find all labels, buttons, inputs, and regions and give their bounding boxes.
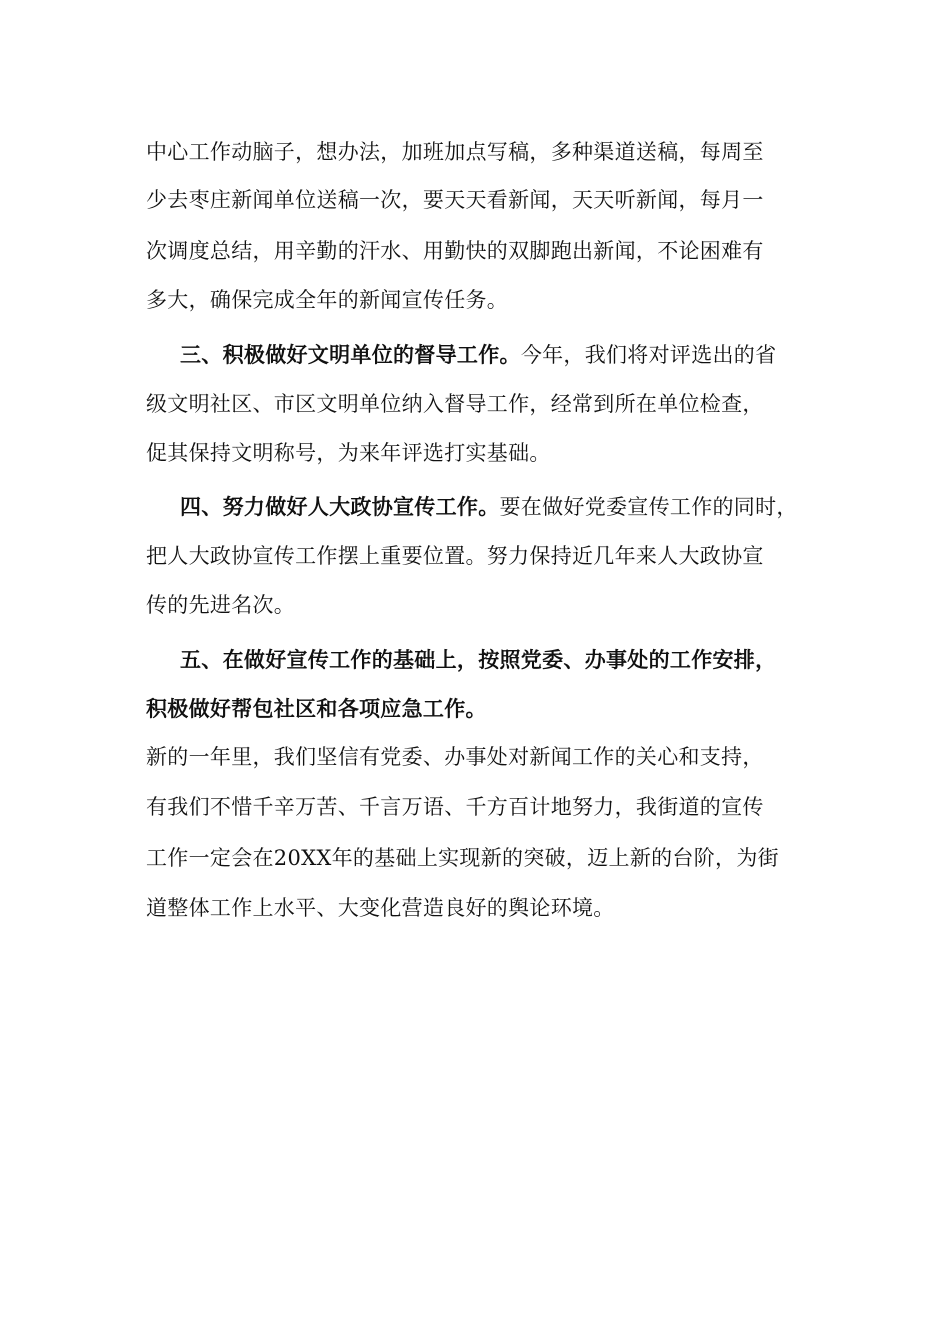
text-line: 道整体工作上水平、大变化营造良好的舆论环境。 [146, 896, 615, 920]
text-line: 新的一年里，我们坚信有党委、办事处对新闻工作的关心和支持， [146, 745, 764, 769]
text-line: 有我们不惜千辛万苦、千言万语、千方百计地努力，我街道的宣传 [146, 795, 764, 819]
text-line: 工作一定会在20XX年的基础上实现新的突破，迈上新的台阶，为街 [146, 846, 779, 870]
text-span: 今年，我们将对评选出的省 [520, 343, 777, 367]
section-heading: 四、努力做好人大政协宣传工作。 [180, 494, 500, 519]
text-span: 要在做好党委宣传工作的同时， [499, 495, 798, 519]
text-line: 促其保持文明称号，为来年评选打实基础。 [146, 441, 551, 465]
text-line: 传的先进名次。 [146, 593, 296, 617]
section-heading: 积极做好帮包社区和各项应急工作。 [146, 696, 487, 721]
text-line [180, 492, 798, 522]
text-line: 把人大政协宣传工作摆上重要位置。努力保持近几年来人大政协宣 [146, 544, 764, 568]
section-heading: 五、在做好宣传工作的基础上，按照党委、办事处的工作安排， [180, 647, 777, 672]
text-line: 少去枣庄新闻单位送稿一次，要天天看新闻，天天听新闻，每月一 [146, 188, 764, 212]
text-line: 多大，确保完成全年的新闻宣传任务。 [146, 288, 509, 312]
text-line: 次调度总结，用辛勤的汗水、用勤快的双脚跑出新闻，不论困难有 [146, 239, 764, 263]
text-line: 中心工作动脑子，想办法，加班加点写稿，多种渠道送稿，每周至 [146, 140, 764, 164]
text-line [180, 340, 776, 370]
section-heading: 三、积极做好文明单位的督导工作。 [180, 342, 521, 367]
text-line: 级文明社区、市区文明单位纳入督导工作，经常到所在单位检查， [146, 392, 764, 416]
